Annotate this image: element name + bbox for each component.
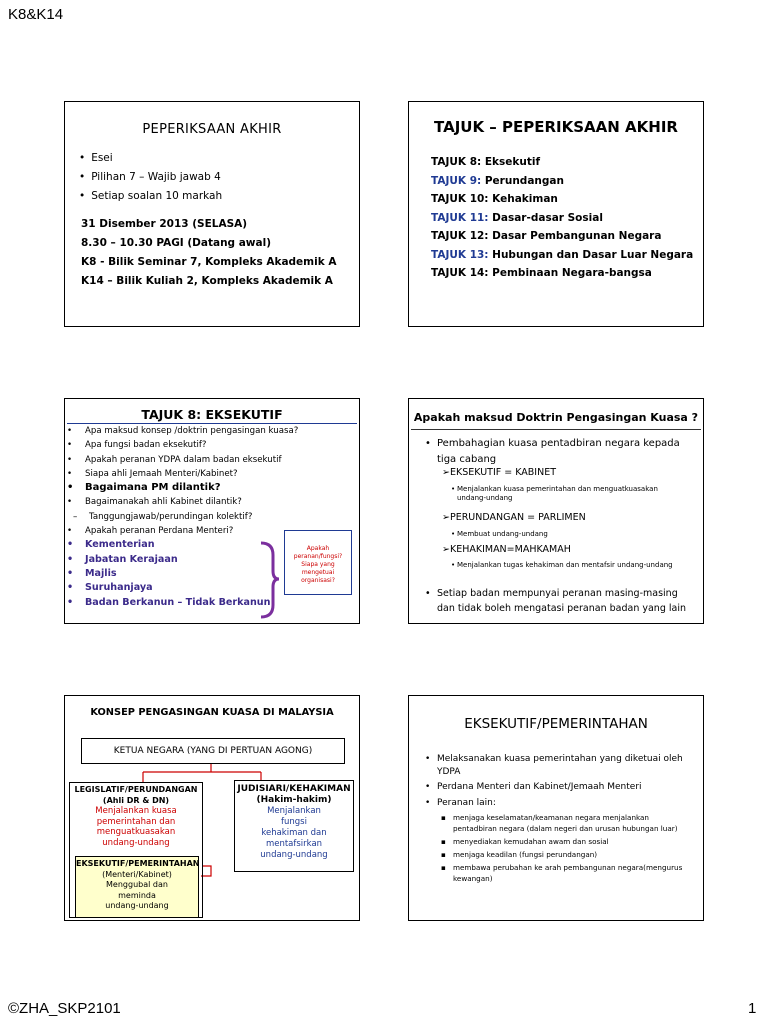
slide-title: PEPERIKSAAN AKHIR [142, 122, 282, 137]
arrow-item: ➢PERUNDANGAN = PARLIMEN [442, 512, 586, 523]
slide-title: KONSEP PENGASINGAN KUASA DI MALAYSIA [90, 707, 334, 718]
slide-title: TAJUK 8: EKSEKUTIF [141, 407, 283, 422]
sub-item: ▪ membawa perubahan ke arah pembangunan negara(mengurus kewangan) [425, 862, 693, 884]
slide-tajuk-list [408, 101, 704, 327]
title-divider [411, 429, 701, 430]
list-item: • Peranan lain: [425, 797, 693, 810]
exam-venue-k14: K14 – Bilik Kuliah 2, Kompleks Akademik A [81, 275, 333, 287]
page-header: K8&K14 [8, 6, 64, 23]
topic-item: TAJUK 10: Kehakiman [431, 193, 558, 205]
topic-list [431, 153, 693, 283]
callout-box: Apakah peranan/fungsi? Siapa yang mengetuai organisasi? [284, 530, 352, 595]
list-item: • Apakah peranan Perdana Menteri? [67, 524, 298, 538]
ketua-negara-box: KETUA NEGARA (YANG DI PERTUAN AGONG) [81, 738, 345, 764]
arrow-item: ➢KEHAKIMAN=MAHKAMAH [442, 544, 571, 555]
topic-item: TAJUK 8: Eksekutif [431, 156, 541, 168]
list-item: • Apa fungsi badan eksekutif? [67, 438, 298, 452]
slide-tajuk-8-eksekutif [64, 398, 360, 624]
slide-title: EKSEKUTIF/PEMERINTAHAN [464, 716, 648, 732]
eksekutif-box: EKSEKUTIF/PEMERINTAHAN (Menteri/Kabinet) Menggubal dan meminda undang-undang [75, 856, 199, 918]
outro-bullet: • Setiap badan mempunyai peranan masing-masing dan tidak boleh mengatasi peranan badan yang lain [425, 586, 687, 616]
list-item: • Bagaimanakah ahli Kabinet dilantik? [67, 495, 298, 509]
list-item: • Badan Berkanun – Tidak Berkanun [67, 596, 298, 610]
sub-item: • Menjalankan kuasa pemerintahan dan menguatkuasakan undang-undang [457, 485, 685, 503]
exam-format-list [79, 152, 222, 209]
judisiari-box: JUDISIARI/KEHAKIMAN (Hakim-hakim) Menjalankan fungsi kehakiman dan mentafsirkan undang-undang [234, 780, 354, 872]
list-item: • Siapa ahli Jemaah Menteri/Kabinet? [67, 467, 298, 481]
topic-item: TAJUK 13: Hubungan dan Dasar Luar Negara [431, 248, 694, 261]
sub-item: ▪ menjaga keselamatan/keamanan negara menjalankan pentadbiran negara (dalam negeri dan urusan hubungan luar) [425, 812, 693, 834]
list-item: • Melaksanakan kuasa pemerintahan yang diketuai oleh YDPA [425, 753, 693, 778]
slide-doktrin-pengasingan-kuasa [408, 398, 704, 624]
list-item: • Suruhanjaya [67, 581, 298, 595]
slide-title: Apakah maksud Doktrin Pengasingan Kuasa ? [413, 411, 699, 424]
question-list [67, 424, 298, 610]
topic-item: TAJUK 14: Pembinaan Negara-bangsa [431, 267, 652, 279]
slide-eksekutif-pemerintahan [408, 695, 704, 921]
page-number: 1 [748, 1000, 757, 1017]
sub-item: • Menjalankan tugas kehakiman dan mentafsir undang-undang [457, 561, 685, 570]
list-item: • Majlis [67, 567, 298, 581]
footer-copyright: ©ZHA_SKP2101 [8, 1000, 121, 1017]
exam-details [81, 215, 337, 291]
sub-item: • Membuat undang-undang [457, 530, 685, 539]
arrow-item: ➢EKSEKUTIF = KABINET [442, 467, 557, 478]
list-item: – Tanggungjawab/perundingan kolektif? [67, 510, 298, 524]
legislatif-box: LEGISLATIF/PERUNDANGAN (Ahli DR & DN) Menjalankan kuasa pemerintahan dan menguatkuasakan undang-undang [69, 782, 203, 918]
list-item: • Jabatan Kerajaan [67, 553, 298, 567]
slide-konsep-pengasingan-kuasa [64, 695, 360, 921]
list-item: • Kementerian [67, 538, 298, 552]
topic-item: TAJUK 9: Perundangan [431, 174, 564, 187]
sub-item: ▪ menyediakan kemudahan awam dan sosial [425, 836, 693, 847]
exam-venue-k8: K8 - Bilik Seminar 7, Kompleks Akademik A [81, 256, 337, 268]
exam-date: 31 Disember 2013 (SELASA) [81, 218, 248, 230]
list-item: • Pilihan 7 – Wajib jawab 4 [79, 171, 222, 183]
sub-item: ▪ menjaga keadilan (fungsi perundangan) [425, 849, 693, 860]
list-item: • Apakah peranan YDPA dalam badan eksekutif [67, 453, 298, 467]
list-item: • Bagaimana PM dilantik? [67, 481, 298, 495]
role-list [425, 753, 693, 886]
list-item: • Perdana Menteri dan Kabinet/Jemaah Menteri [425, 781, 693, 794]
intro-bullet: • Pembahagian kuasa pentadbiran negara kepada tiga cabang [425, 436, 685, 468]
list-item: • Esei [79, 152, 222, 164]
topic-item: TAJUK 11: Dasar-dasar Sosial [431, 211, 603, 224]
list-item: • Apa maksud konsep /doktrin pengasingan kuasa? [67, 424, 298, 438]
topic-item: TAJUK 12: Dasar Pembangunan Negara [431, 230, 662, 242]
list-item: • Setiap soalan 10 markah [79, 190, 222, 202]
slide-title: TAJUK – PEPERIKSAAN AKHIR [434, 118, 678, 136]
slide-peperiksaan-akhir [64, 101, 360, 327]
exam-time: 8.30 – 10.30 PAGI (Datang awal) [81, 237, 271, 249]
